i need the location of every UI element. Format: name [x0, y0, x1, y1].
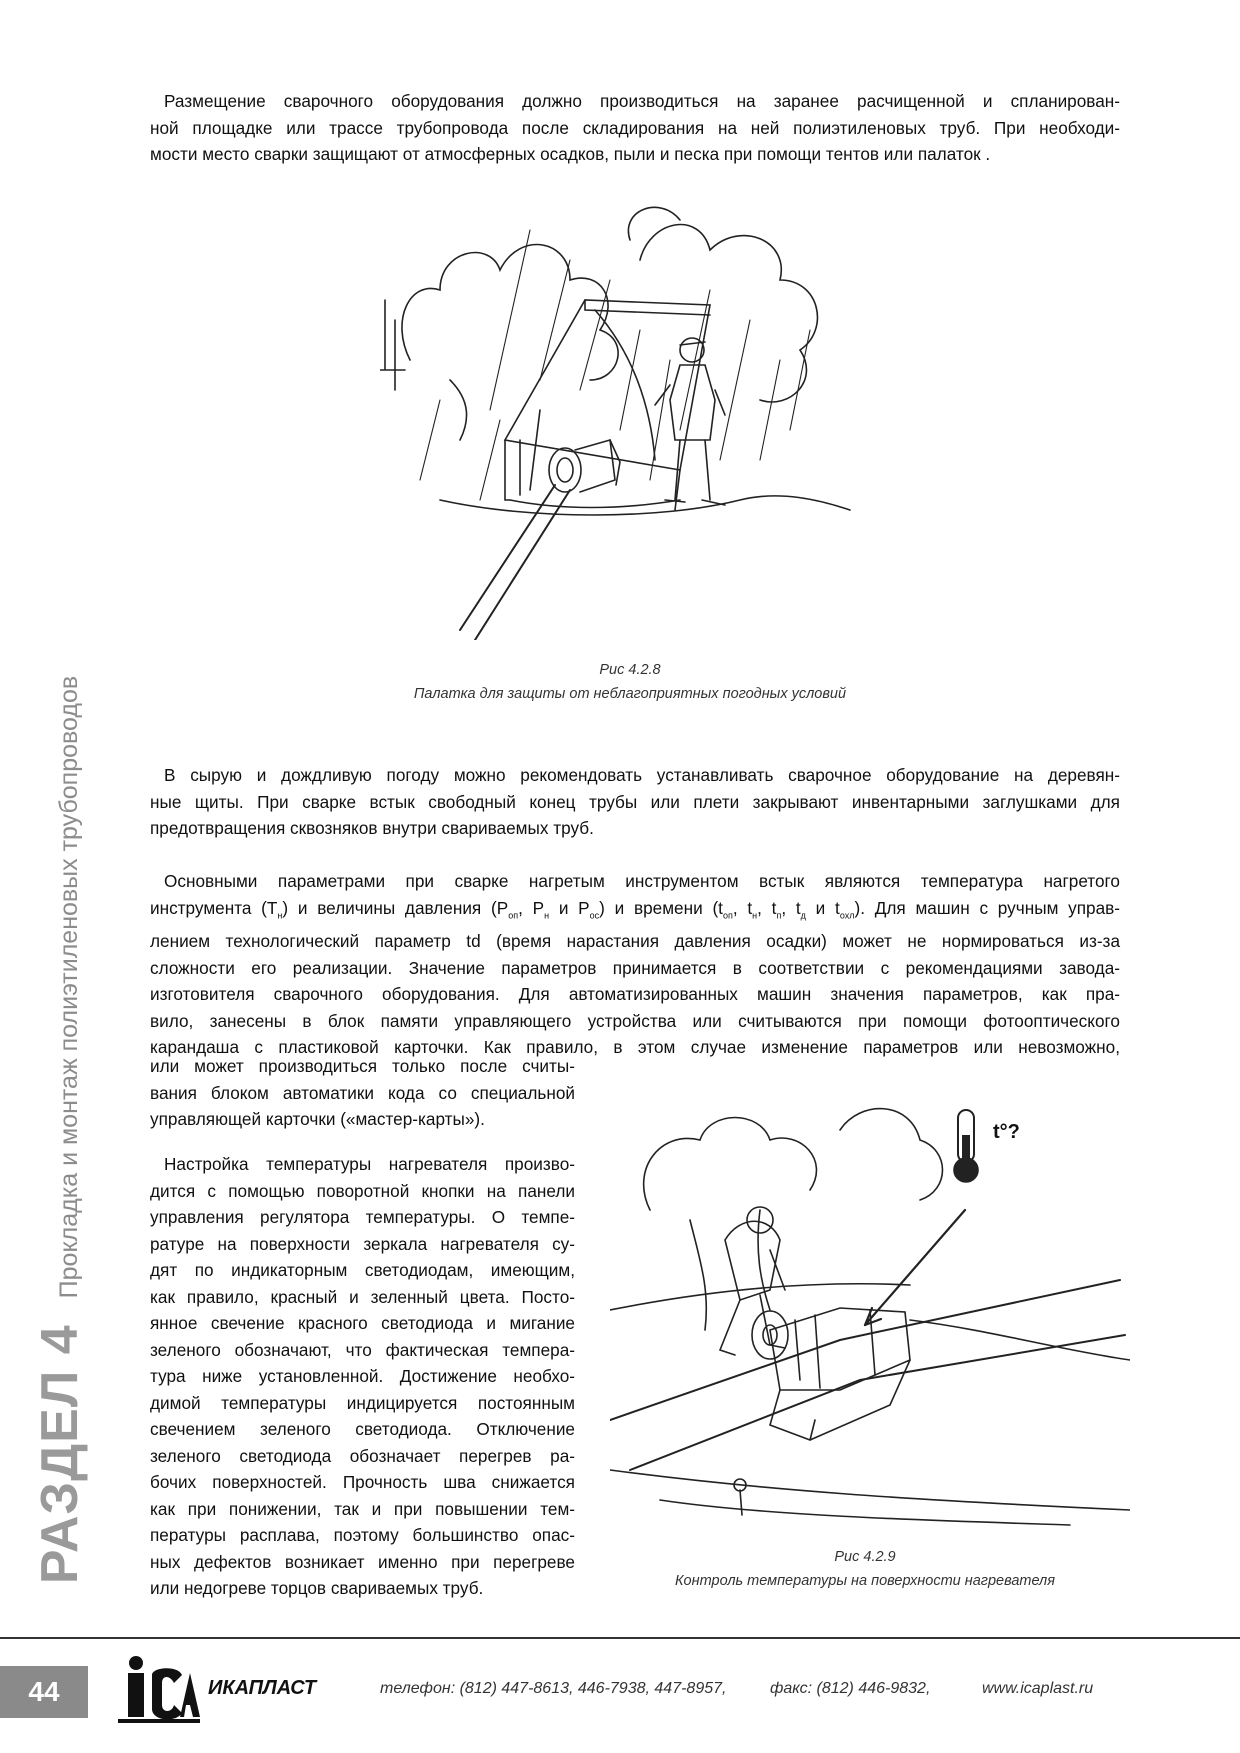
text-fragment: , t: [757, 897, 777, 918]
tent-illustration: [380, 200, 880, 640]
text-line: вания блоком автоматики кода со специальной: [150, 1082, 575, 1103]
text-line: ные щиты. При сварке встык свободный конец трубы или плети закрывают инвентарными заглушками для: [150, 791, 1120, 812]
fax-number: факс: (812) 446-9832,: [770, 1680, 931, 1697]
text-line: карандаша с пластиковой карточки. Как правило, в этом случае изменение параметров или невозможно,: [150, 1037, 1120, 1058]
text-line: бочих поверхностей. Прочность шва снижается: [150, 1472, 575, 1492]
text-fragment: , Р: [518, 897, 545, 918]
text-line: как правило, красный и зеленный цвета. Посто-: [150, 1286, 575, 1307]
text-line: Настройка температуры нагревателя произво-: [164, 1154, 575, 1174]
figure-title: Палатка для защиты от неблагоприятных погодных условий: [413, 686, 847, 702]
subscript: ос: [589, 909, 600, 920]
company-logo: [118, 1653, 200, 1725]
section-sidebar: [30, 640, 90, 1620]
text-line: изготовителя сварочного оборудования. Для автоматизированных машин значения параметров, как пра-: [150, 984, 1120, 1005]
page-number: 44: [0, 1666, 88, 1718]
subscript: д: [800, 909, 806, 920]
text-line-with-subscripts: [150, 895, 1120, 929]
website-link[interactable]: www.icaplast.ru: [982, 1680, 1094, 1697]
figure-caption-2: [600, 1545, 1130, 1593]
section-label: РАЗДЕЛ 4: [31, 1324, 89, 1585]
section-title: Прокладка и монтаж полиэтиленовых трубопроводов: [55, 675, 83, 1299]
text-line: зеленого светодиода обозначает перегрев ра-: [150, 1445, 575, 1466]
subscript: оп: [508, 909, 519, 920]
subscript: н: [752, 909, 758, 920]
text-line: предотвращения сквозняков внутри свариваемых труб.: [150, 818, 594, 838]
subscript: н: [277, 909, 283, 920]
subscript: н: [544, 909, 550, 920]
text-line: ратуре на поверхности зеркала нагревателя су-: [150, 1233, 575, 1254]
figure-title: Контроль температуры на поверхности нагревателя: [675, 1573, 1055, 1589]
heater-temperature-paragraph: [150, 1151, 575, 1602]
text-line: управляющей карточки («мастер-карты»).: [150, 1109, 485, 1129]
text-line: управления регулятора температуры. О темпе-: [150, 1207, 575, 1227]
text-line: пературы расплава, поэтому большинство опас-: [150, 1525, 575, 1545]
text-fragment: ) и времени (t: [599, 897, 723, 918]
text-fragment: , t: [732, 897, 753, 918]
text-fragment: ). Для машин с ручным управ-: [854, 897, 1121, 918]
text-fragment: , t: [781, 897, 801, 918]
text-line: димой температуры индицируется постоянным: [150, 1392, 575, 1413]
text-line: или недогреве торцов свариваемых труб.: [150, 1578, 484, 1598]
text-line: ных дефектов возникает именно при перегреве: [150, 1551, 575, 1572]
subscript: оп: [722, 909, 733, 920]
section-sidebar-text: [30, 676, 90, 1584]
weather-paragraph: [150, 762, 1120, 842]
text-line: ной площадке или трассе трубопровода после складирования на ней полиэтиленовых труб. При необходи-: [150, 117, 1120, 138]
text-line: свечением зеленого светодиода. Отключение: [150, 1419, 575, 1439]
thermometer-label: t°?: [993, 1121, 1020, 1143]
figure-number: Рис 4.2.9: [834, 1549, 896, 1565]
figure-caption-1: [330, 658, 930, 706]
text-line: вило, занесены в блок памяти управляющего устройства или считываются при помощи фотооптического: [150, 1010, 1120, 1031]
parameters-paragraph-continued: [150, 1053, 575, 1133]
text-line: янное свечение красного светодиода и мигание: [150, 1313, 575, 1333]
figure-number: Рис 4.2.8: [599, 662, 661, 678]
intro-paragraph: [150, 88, 1120, 168]
subscript: охл: [839, 909, 855, 920]
text-line: Размещение сварочного оборудования должно производиться на заранее расчищенной и спланирован-: [164, 91, 1120, 111]
text-fragment: и t: [805, 897, 840, 918]
text-line: В сырую и дождливую погоду можно рекомендовать устанавливать сварочное оборудование на деревян-: [164, 765, 1120, 785]
text-line: Основными параметрами при сварке нагретым инструментом встык являются температура нагретого: [164, 871, 1120, 891]
text-fragment: ) и величины давления (Р: [282, 897, 509, 918]
text-line: тура ниже установленной. Достижение необхо-: [150, 1366, 575, 1386]
text-line: дят по индикаторным светодиодам, имеющим,: [150, 1260, 575, 1280]
heater-control-illustration: [610, 1090, 1130, 1530]
text-line: или может производиться только после считы-: [150, 1056, 575, 1076]
footer-divider: [0, 1637, 1240, 1639]
text-fragment: инструмента (Т: [150, 897, 278, 918]
company-name: ИКАПЛАСТ: [208, 1677, 317, 1699]
parameters-paragraph: [150, 868, 1120, 1061]
text-line: мости место сварки защищают от атмосферных осадков, пыли и песка при помощи тентов или палаток .: [150, 144, 991, 164]
subscript: п: [776, 909, 782, 920]
text-line: сложности его реализации. Значение параметров принимается в соответствии с рекомендациями завода-: [150, 957, 1120, 978]
text-fragment: и Р: [549, 897, 590, 918]
text-line: зеленого обозначают, что фактическая темпера-: [150, 1339, 575, 1360]
text-line: дится с помощью поворотной кнопки на панели: [150, 1180, 575, 1201]
text-line: как при понижении, так и при повышении тем-: [150, 1498, 575, 1519]
phone-numbers: телефон: (812) 447-8613, 446-7938, 447-8957,: [380, 1680, 727, 1697]
text-line: лением технологический параметр td (время нарастания давления осадки) может не нормироваться из-за: [150, 931, 1120, 952]
